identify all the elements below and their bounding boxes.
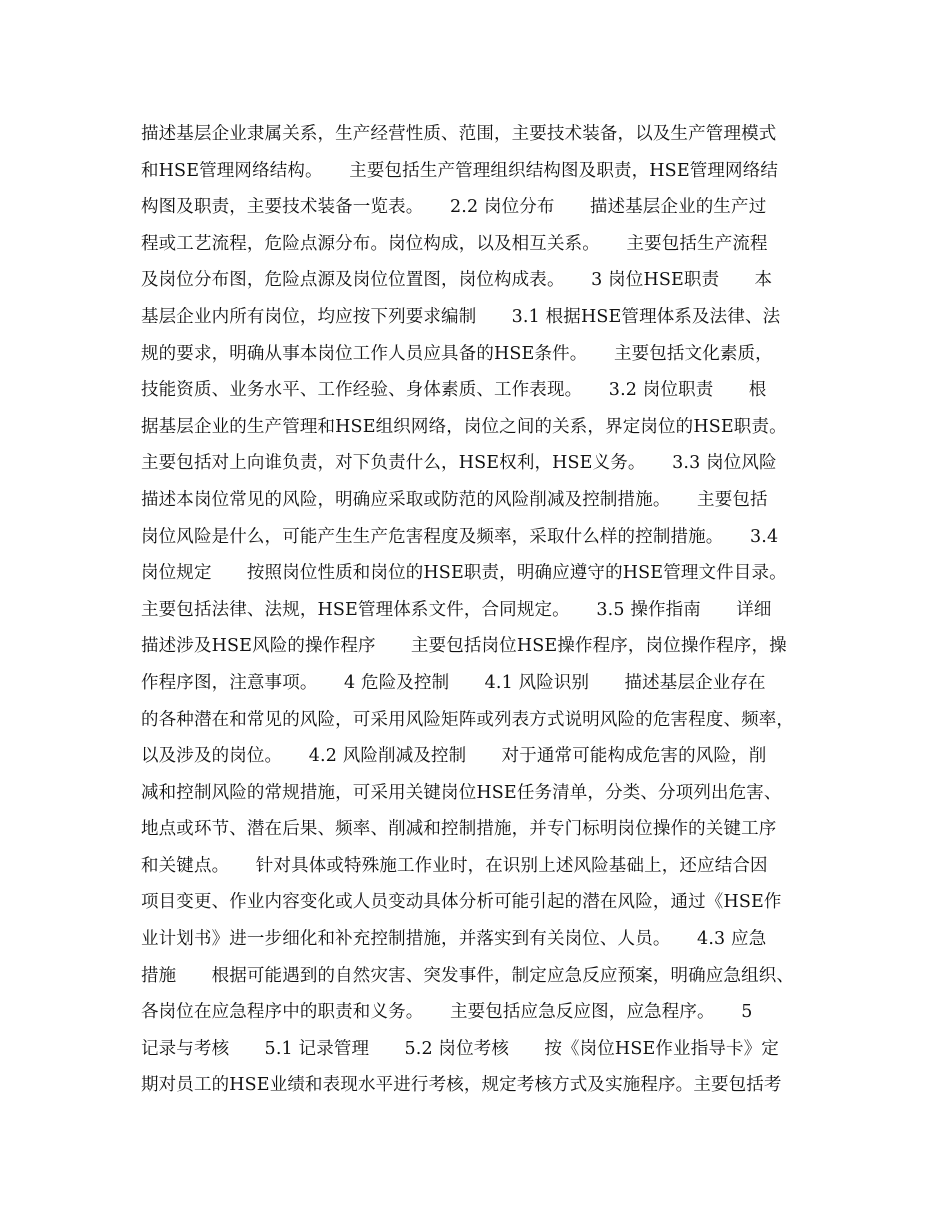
text-line: 期对员工的HSE业绩和表现水平进行考核，规定考核方式及实施程序。主要包括考 <box>141 1075 782 1096</box>
text-line: 描述基层企业隶属关系，生产经营性质、范围，主要技术装备，以及生产管理模式 <box>141 124 777 144</box>
text-line: 项目变更、作业内容变化或人员变动具体分析可能引起的潜在风险，通过《HSE作 <box>141 892 782 913</box>
text-line: 技能资质、业务水平、工作经验、身体素质、工作表现。 3.2 岗位职责 根 <box>141 380 767 401</box>
text-line: 和关键点。 针对具体或特殊施工作业时，在识别上述风险基础上，还应结合因 <box>141 855 768 876</box>
text-line: 据基层企业的生产管理和HSE组织网络，岗位之间的关系，界定岗位的HSE职责。 <box>141 416 787 437</box>
text-line: 业计划书》进一步细化和补充控制措施，并落实到有关岗位、人员。 4.3 应急 <box>141 929 767 950</box>
text-line: 措施 根据可能遇到的自然灾害、突发事件，制定应急反应预案，明确应急组织、 <box>141 965 795 986</box>
text-line: 岗位规定 按照岗位性质和岗位的HSE职责，明确应遵守的HSE管理文件目录。 <box>141 563 787 584</box>
text-line: 基层企业内所有岗位，均应按下列要求编制 3.1 根据HSE管理体系及法律、法 <box>141 306 781 327</box>
text-line: 描述本岗位常见的风险，明确应采取或防范的风险削减及控制措施。 主要包括 <box>141 489 768 510</box>
text-line: 的各种潜在和常见的风险，可采用风险矩阵或列表方式说明风险的危害程度、频率， <box>141 709 795 730</box>
text-line: 及岗位分布图，危险点源及岗位位置图，岗位构成表。 3 岗位HSE职责 本 <box>141 270 773 291</box>
text-line: 作程序图，注意事项。 4 危险及控制 4.1 风险识别 描述基层企业存在 <box>141 672 766 693</box>
text-line: 各岗位在应急程序中的职责和义务。 主要包括应急反应图，应急程序。 5 <box>141 1002 753 1023</box>
text-line: 和HSE管理网络结构。 主要包括生产管理组织结构图及职责，HSE管理网络结 <box>141 160 778 181</box>
text-line: 记录与考核 5.1 记录管理 5.2 岗位考核 按《岗位HSE作业指导卡》定 <box>141 1038 779 1059</box>
text-line: 描述涉及HSE风险的操作程序 主要包括岗位HSE操作程序，岗位操作程序，操 <box>141 636 787 657</box>
text-line: 减和控制风险的常规措施，可采用关键岗位HSE任务清单，分类、分项列出危害、 <box>141 782 782 803</box>
text-line: 程或工艺流程，危险点源分布。岗位构成，以及相互关系。 主要包括生产流程 <box>141 233 768 254</box>
text-line: 主要包括对上向谁负责，对下负责什么，HSE权利，HSE义务。 3.3 岗位风险 <box>141 453 777 474</box>
text-line: 以及涉及的岗位。 4.2 风险削减及控制 对于通常可能构成危害的风险，削 <box>141 746 767 767</box>
text-line: 岗位风险是什么，可能产生生产危害程度及频率，采取什么样的控制措施。 3.4 <box>141 526 779 547</box>
text-line: 主要包括法律、法规，HSE管理体系文件，合同规定。 3.5 操作指南 详细 <box>141 599 772 620</box>
text-line: 地点或环节、潜在后果、频率、削减和控制措施，并专门标明岗位操作的关键工序 <box>141 819 777 840</box>
text-line: 构图及职责，主要技术装备一览表。 2.2 岗位分布 描述基层企业的生产过 <box>141 197 767 218</box>
text-line: 规的要求，明确从事本岗位工作人员应具备的HSE条件。 主要包括文化素质， <box>141 343 773 364</box>
body-text <box>141 116 831 1104</box>
